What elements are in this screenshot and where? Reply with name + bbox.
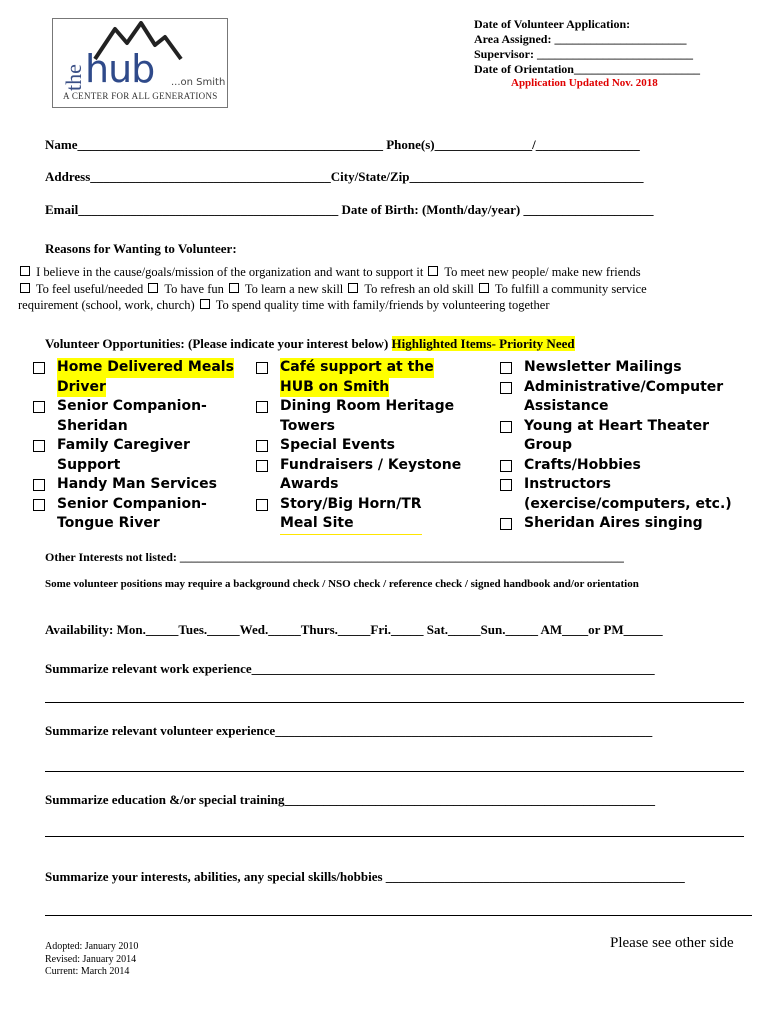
opportunity-label-line: Sheridan — [57, 417, 128, 434]
revised-date: Revised: January 2014 — [45, 953, 137, 965]
opportunity-label — [280, 456, 461, 495]
see-other-side-note: Please see other side — [610, 935, 734, 951]
checkbox[interactable] — [33, 479, 45, 491]
checkbox[interactable] — [33, 362, 45, 374]
opportunity-item[interactable] — [256, 358, 461, 397]
background-check-note: Some volunteer positions may require a background check / NSO check / reference check / signed handbook and/or orientation — [45, 578, 639, 590]
opportunity-item[interactable] — [33, 397, 234, 436]
opportunity-item[interactable] — [256, 436, 461, 456]
opportunity-label-line: HUB on Smith — [280, 378, 389, 398]
opportunity-label-line: Senior Companion- — [57, 398, 207, 414]
reason-meet-people: To meet new people/ make new friends — [441, 265, 641, 279]
opportunities-column-2 — [256, 358, 461, 534]
opportunity-item[interactable] — [256, 456, 461, 495]
opportunity-label-line: Story/Big Horn/TR — [280, 495, 422, 512]
opportunity-item[interactable] — [256, 397, 461, 436]
reason-cause: I believe in the cause/goals/mission of the organization and want to support it — [33, 265, 427, 279]
opportunity-label — [524, 358, 682, 378]
opportunity-label — [57, 436, 190, 475]
hub-logo — [52, 18, 228, 108]
checkbox[interactable] — [20, 266, 30, 276]
reasons-line-3 — [18, 298, 550, 313]
application-updated-note: Application Updated Nov. 2018 — [511, 77, 658, 89]
checkbox[interactable] — [148, 283, 158, 293]
adopted-date: Adopted: January 2010 — [45, 941, 139, 952]
reason-family-time: To spend quality time with family/friends by volunteering together — [212, 298, 550, 312]
checkbox[interactable] — [500, 518, 512, 530]
opportunity-item[interactable] — [33, 475, 234, 495]
opportunity-label-line: Awards — [280, 476, 339, 492]
opportunity-label — [524, 514, 703, 534]
opportunities-heading — [45, 336, 575, 352]
volunteer-experience-field[interactable]: Summarize relevant volunteer experience__________________________________________________________ — [45, 723, 653, 738]
opportunity-label-line: Café support at the — [280, 358, 434, 378]
current-date: Current: March 2014 — [45, 966, 130, 977]
reason-refresh-skill: To refresh an old skill — [361, 282, 477, 296]
education-field[interactable]: Summarize education &/or special training_________________________________________________________ — [45, 792, 656, 807]
opportunity-label — [524, 417, 709, 456]
checkbox[interactable] — [33, 499, 45, 511]
opportunity-item[interactable] — [256, 495, 461, 534]
opportunity-label-line: Home Delivered Meals — [57, 358, 234, 378]
work-experience-line[interactable] — [45, 702, 744, 703]
reason-learn-skill: To learn a new skill — [241, 282, 347, 296]
opportunity-label-line: Handy Man Services — [57, 476, 217, 492]
opportunity-label — [524, 378, 723, 417]
supervisor-field[interactable]: Supervisor: __________________________ — [474, 47, 693, 61]
checkbox[interactable] — [428, 266, 438, 276]
reasons-heading: Reasons for Wanting to Volunteer: — [45, 241, 237, 256]
interests-skills-line[interactable] — [45, 915, 752, 916]
opportunities-column-3 — [500, 358, 732, 534]
opportunity-item[interactable] — [500, 358, 732, 378]
name-phone-field[interactable]: Name_______________________________________________ Phone(s)_______________/________________ — [45, 137, 640, 152]
opportunity-item[interactable] — [33, 495, 234, 534]
opportunity-label — [57, 495, 207, 534]
opportunity-label-line: Group — [524, 437, 573, 453]
checkbox[interactable] — [500, 460, 512, 472]
opportunity-label-line: Dining Room Heritage — [280, 398, 455, 414]
address-field[interactable]: Address_____________________________________City/State/Zip____________________________________ — [45, 169, 644, 184]
checkbox[interactable] — [256, 460, 268, 472]
checkbox[interactable] — [33, 401, 45, 413]
opportunity-item[interactable] — [33, 358, 234, 397]
revision-history — [45, 941, 138, 979]
opportunity-label-line: Driver — [57, 378, 106, 398]
opportunity-label-line: Tongue River — [57, 515, 160, 531]
opportunity-label — [280, 436, 395, 456]
opportunity-label — [280, 495, 422, 534]
opportunity-label-line: Crafts/Hobbies — [524, 456, 641, 473]
logo-tagline: A CENTER FOR ALL GENERATIONS — [63, 91, 218, 101]
opportunities-heading-text: Volunteer Opportunities: (Please indicate your interest below) — [45, 336, 392, 351]
area-assigned-field[interactable]: Area Assigned: ______________________ — [474, 32, 687, 46]
opportunity-label — [280, 358, 434, 397]
education-line[interactable] — [45, 836, 744, 837]
checkbox[interactable] — [500, 421, 512, 433]
opportunity-item[interactable] — [500, 475, 732, 514]
opportunity-item[interactable] — [500, 514, 732, 534]
work-experience-field[interactable]: Summarize relevant work experience______________________________________________________________ — [45, 661, 655, 676]
checkbox[interactable] — [256, 440, 268, 452]
logo-hub: hub — [85, 47, 155, 91]
checkbox[interactable] — [33, 440, 45, 452]
opportunity-label — [57, 397, 207, 436]
opportunity-label-line: Instructors — [524, 476, 611, 492]
opportunity-item[interactable] — [33, 436, 234, 475]
opportunity-label-line: Sheridan Aires singing — [524, 515, 703, 531]
opportunity-label — [57, 475, 217, 495]
reason-useful: To feel useful/needed — [33, 282, 147, 296]
opportunity-label-line: Towers — [280, 417, 335, 434]
logo-the: the — [61, 64, 86, 91]
opportunity-label — [524, 475, 732, 514]
opportunity-label-line: Meal Site — [280, 515, 354, 531]
opportunity-label-line: Assistance — [524, 398, 609, 414]
reason-fun: To have fun — [161, 282, 227, 296]
checkbox[interactable] — [500, 362, 512, 374]
orientation-date-field[interactable]: Date of Orientation_____________________ — [474, 62, 700, 76]
reasons-line-1 — [18, 265, 641, 280]
opportunity-label-line: Administrative/Computer — [524, 378, 724, 395]
volunteer-experience-line[interactable] — [45, 771, 744, 772]
opportunity-label-line: Senior Companion- — [57, 495, 207, 512]
checkbox[interactable] — [200, 299, 210, 309]
checkbox[interactable] — [229, 283, 239, 293]
reason-community-service: To fulfill a community service — [491, 282, 647, 296]
interests-skills-field[interactable]: Summarize your interests, abilities, any special skills/hobbies ______________________________________________ — [45, 869, 685, 884]
email-dob-field[interactable]: Email________________________________________ Date of Birth: (Month/day/year) ____________________ — [45, 202, 654, 217]
checkbox[interactable] — [500, 479, 512, 491]
checkbox[interactable] — [256, 362, 268, 374]
opportunities-column-1 — [33, 358, 234, 534]
opportunity-label-line: (exercise/computers, etc.) — [524, 495, 732, 512]
checkbox[interactable] — [500, 382, 512, 394]
checkbox[interactable] — [256, 499, 268, 511]
opportunity-label-line: Support — [57, 456, 121, 473]
opportunity-label-line: Family Caregiver — [57, 437, 190, 453]
checkbox[interactable] — [348, 283, 358, 293]
opportunity-label — [524, 456, 641, 476]
opportunity-label — [57, 358, 234, 397]
checkbox[interactable] — [256, 401, 268, 413]
opportunity-label-line: Fundraisers / Keystone — [280, 456, 462, 473]
checkbox[interactable] — [479, 283, 489, 293]
opportunity-item[interactable] — [500, 378, 732, 417]
date-of-application-label: Date of Volunteer Application: — [474, 17, 631, 31]
priority-need-label: Highlighted Items- Priority Need — [391, 336, 575, 351]
opportunity-label-line: Special Events — [280, 437, 395, 453]
reasons-line-2 — [18, 282, 647, 297]
logo-on-smith: ...on Smith — [171, 77, 226, 88]
other-interests-field[interactable]: Other Interests not listed: __________________________________________________________________________ — [45, 550, 624, 564]
opportunity-label-line: Newsletter Mailings — [524, 359, 682, 375]
checkbox[interactable] — [20, 283, 30, 293]
opportunity-label-line: Young at Heart Theater — [524, 417, 709, 434]
reason-requirement: requirement (school, work, church) — [18, 298, 198, 312]
opportunity-item[interactable] — [500, 456, 732, 476]
highlight-rule — [280, 534, 422, 535]
opportunity-label — [280, 397, 454, 436]
opportunity-item[interactable] — [500, 417, 732, 456]
availability-field[interactable]: Availability: Mon._____Tues._____Wed._____Thurs._____Fri._____ Sat._____Sun._____ AM____or PM______ — [45, 622, 663, 637]
